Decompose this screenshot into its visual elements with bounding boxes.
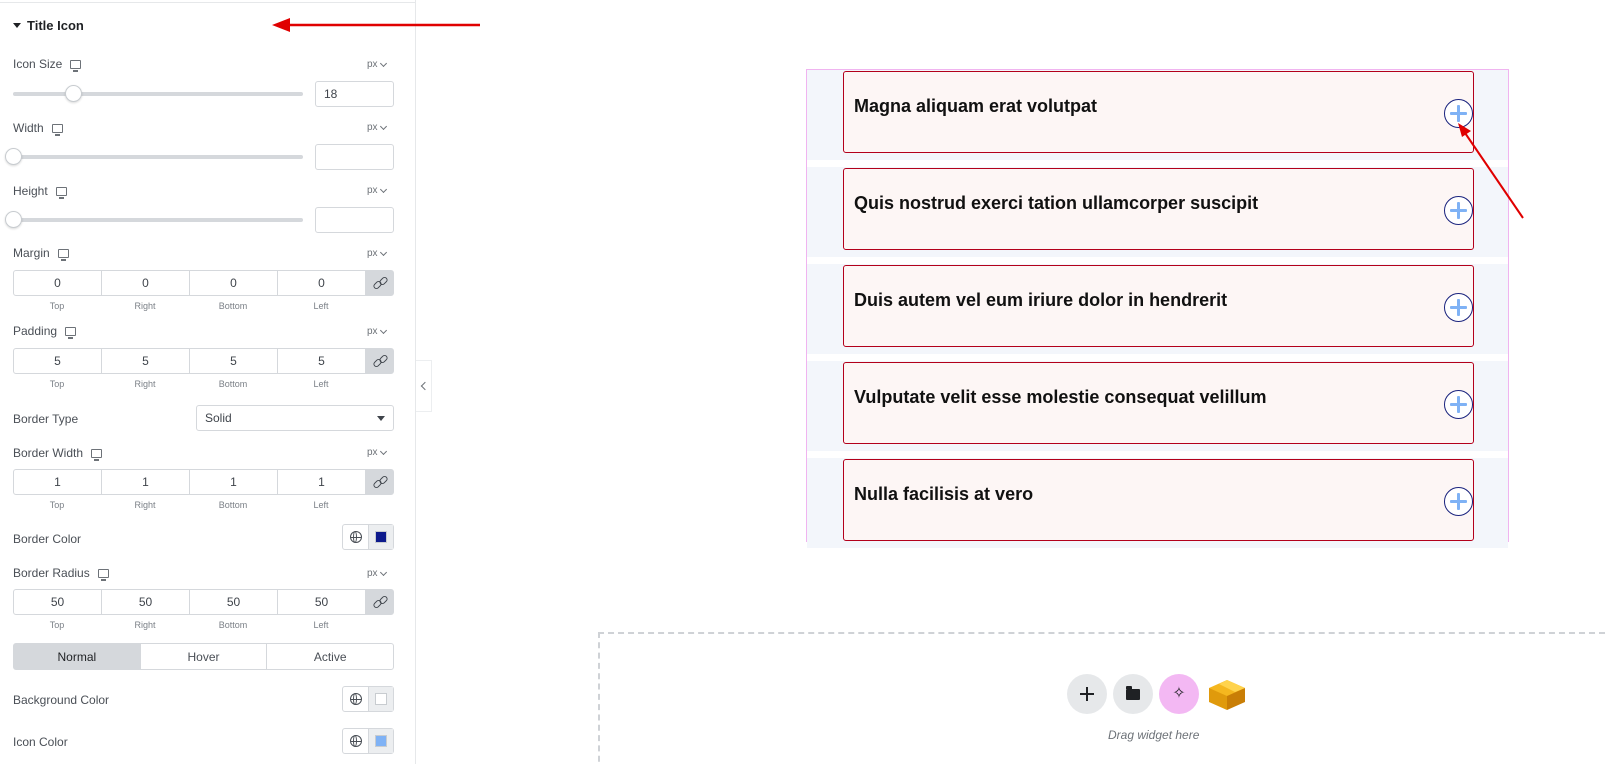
template-library-button[interactable] <box>1113 674 1153 714</box>
icon-color-control <box>342 728 394 754</box>
border-color-picker[interactable] <box>369 525 393 549</box>
width-input[interactable] <box>315 144 394 170</box>
height-input[interactable] <box>315 207 394 233</box>
icon-color-label <box>13 735 68 749</box>
side-label-top: Top <box>49 500 65 510</box>
icon-color-picker[interactable] <box>369 729 393 753</box>
accordion-toggle[interactable] <box>1444 293 1473 322</box>
link-values-button[interactable] <box>366 271 393 295</box>
global-colors-button[interactable] <box>343 729 369 753</box>
border-color-label-text: Border Color <box>13 532 82 546</box>
height-unit-select[interactable] <box>367 185 386 196</box>
border-width-left-input[interactable]: 1 <box>278 470 366 494</box>
blocks-icon[interactable] <box>1205 674 1249 714</box>
margin-side-labels <box>13 301 394 311</box>
accordion-toggle[interactable] <box>1444 390 1473 419</box>
border-radius-unit-select[interactable] <box>367 568 386 579</box>
add-section-button[interactable] <box>1067 674 1107 714</box>
background-color-label-text: Background Color <box>13 693 110 707</box>
folder-icon <box>1126 689 1140 700</box>
border-color-control <box>342 524 394 550</box>
unit-text: px <box>367 122 378 133</box>
desktop-icon[interactable] <box>98 569 109 578</box>
chevron-down-icon <box>380 185 387 192</box>
border-radius-right-input[interactable]: 50 <box>102 590 190 614</box>
plus-icon <box>1450 493 1467 510</box>
side-label-top: Top <box>49 620 65 630</box>
icon-size-input[interactable]: 18 <box>315 81 394 107</box>
padding-top-input[interactable]: 5 <box>14 349 102 373</box>
accordion-title: Magna aliquam erat volutpat <box>854 96 1098 116</box>
border-color-label <box>13 532 81 546</box>
border-width-top-input[interactable]: 1 <box>14 470 102 494</box>
border-width-unit-select[interactable] <box>367 447 386 458</box>
settings-panel <box>0 0 416 764</box>
icon-color-label-text: Icon Color <box>13 735 68 749</box>
border-radius-left-input[interactable]: 50 <box>278 590 366 614</box>
height-label <box>13 184 67 198</box>
desktop-icon[interactable] <box>56 187 67 196</box>
state-tabs <box>13 643 394 670</box>
border-radius-side-labels <box>13 620 394 630</box>
accordion-item[interactable] <box>843 265 1474 347</box>
plus-icon <box>1450 299 1467 316</box>
desktop-icon[interactable] <box>52 124 63 133</box>
accordion-title: Quis nostrud exerci tation ullamcorper suscipit <box>854 193 1259 213</box>
unit-text: px <box>367 568 378 579</box>
padding-side-labels <box>13 379 394 389</box>
accordion-toggle[interactable] <box>1444 487 1473 516</box>
margin-inputs <box>13 270 394 296</box>
desktop-icon[interactable] <box>58 249 69 258</box>
accordion-title: Nulla facilisis at vero <box>854 484 1034 504</box>
tab-active[interactable]: Active <box>313 649 347 664</box>
width-slider[interactable] <box>13 155 303 159</box>
desktop-icon[interactable] <box>65 327 76 336</box>
border-width-bottom-input[interactable]: 1 <box>190 470 278 494</box>
link-values-button[interactable] <box>366 470 393 494</box>
tab-normal[interactable]: Normal <box>14 644 141 669</box>
padding-right-input[interactable]: 5 <box>102 349 190 373</box>
icon-size-label-text: Icon Size <box>13 57 63 71</box>
ai-button[interactable] <box>1159 674 1199 714</box>
accordion-title: Vulputate velit esse molestie consequat velillum <box>854 387 1267 407</box>
side-label-top: Top <box>49 301 65 311</box>
global-colors-button[interactable] <box>343 687 369 711</box>
dropzone-buttons <box>1067 674 1249 714</box>
global-colors-button[interactable] <box>343 525 369 549</box>
side-label-left: Left <box>313 620 329 630</box>
side-label-bottom: Bottom <box>218 301 248 311</box>
padding-label-text: Padding <box>13 324 58 338</box>
padding-unit-select[interactable] <box>367 326 386 337</box>
border-radius-bottom-input[interactable]: 50 <box>190 590 278 614</box>
border-width-label-text: Border Width <box>13 446 84 460</box>
border-radius-top-input[interactable]: 50 <box>14 590 102 614</box>
width-label <box>13 121 63 135</box>
color-swatch <box>375 735 387 747</box>
section-toggle-title-icon[interactable] <box>13 18 84 33</box>
globe-icon <box>350 693 362 705</box>
unit-text: px <box>367 248 378 259</box>
border-radius-inputs <box>13 589 394 615</box>
side-label-left: Left <box>313 500 329 510</box>
icon-size-slider[interactable] <box>13 92 303 96</box>
accordion-widget[interactable] <box>806 69 1509 542</box>
border-type-label-text: Border Type <box>13 412 79 426</box>
side-label-right: Right <box>134 500 156 510</box>
border-width-side-labels <box>13 500 394 510</box>
link-values-button[interactable] <box>366 590 393 614</box>
plus-icon <box>1450 396 1467 413</box>
border-width-label <box>13 446 102 460</box>
width-unit-select[interactable] <box>367 122 386 133</box>
background-color-picker[interactable] <box>369 687 393 711</box>
side-label-right: Right <box>134 301 156 311</box>
padding-left-input[interactable]: 5 <box>278 349 366 373</box>
background-color-label <box>13 693 109 707</box>
accordion-item[interactable] <box>843 459 1474 541</box>
margin-bottom-input[interactable]: 0 <box>190 271 278 295</box>
side-label-right: Right <box>134 379 156 389</box>
link-values-button[interactable] <box>366 349 393 373</box>
accordion-title: Duis autem vel eum iriure dolor in hendrerit <box>854 290 1228 310</box>
side-label-bottom: Bottom <box>218 500 248 510</box>
border-radius-label-text: Border Radius <box>13 566 90 580</box>
height-label-text: Height <box>13 184 48 198</box>
chevron-down-icon <box>380 59 387 66</box>
border-width-right-input[interactable]: 1 <box>102 470 190 494</box>
chevron-down-icon <box>380 326 387 333</box>
padding-bottom-input[interactable]: 5 <box>190 349 278 373</box>
desktop-icon[interactable] <box>70 60 81 69</box>
divider <box>0 2 416 3</box>
sparkle-icon: ✧ <box>1172 685 1186 702</box>
accordion-item[interactable] <box>843 71 1474 153</box>
margin-label-text: Margin <box>13 246 50 260</box>
padding-label <box>13 324 76 338</box>
border-type-value: Solid <box>205 411 232 425</box>
slider-handle[interactable] <box>65 85 82 102</box>
chevron-down-icon <box>380 248 387 255</box>
globe-icon <box>350 531 362 543</box>
link-icon <box>374 355 386 367</box>
margin-top-input[interactable]: 0 <box>14 271 102 295</box>
plus-icon <box>1080 687 1094 701</box>
side-label-bottom: Bottom <box>218 620 248 630</box>
tab-hover[interactable]: Hover <box>141 644 268 669</box>
border-type-select[interactable] <box>196 405 394 431</box>
chevron-down-icon <box>380 447 387 454</box>
color-swatch <box>375 693 387 705</box>
annotation-arrow-icon <box>1455 120 1525 225</box>
unit-text: px <box>367 59 378 70</box>
side-label-bottom: Bottom <box>218 379 248 389</box>
annotation-arrow-icon <box>272 18 482 32</box>
color-swatch <box>375 531 387 543</box>
link-icon <box>374 596 386 608</box>
unit-text: px <box>367 447 378 458</box>
desktop-icon[interactable] <box>91 449 102 458</box>
side-label-right: Right <box>134 620 156 630</box>
side-label-top: Top <box>49 379 65 389</box>
side-label-left: Left <box>313 301 329 311</box>
border-type-label <box>13 412 78 426</box>
dropdown-arrow-icon <box>377 416 385 421</box>
margin-unit-select[interactable] <box>367 248 386 259</box>
accordion-item[interactable] <box>843 362 1474 444</box>
border-width-inputs <box>13 469 394 495</box>
icon-size-unit-select[interactable] <box>367 59 386 70</box>
dropzone-hint: Drag widget here <box>1108 728 1200 742</box>
side-label-left: Left <box>313 379 329 389</box>
height-slider[interactable] <box>13 218 303 222</box>
slider-handle[interactable] <box>5 211 22 228</box>
accordion-item[interactable] <box>843 168 1474 250</box>
icon-size-label <box>13 57 81 71</box>
link-icon <box>374 476 386 488</box>
chevron-down-icon <box>380 122 387 129</box>
unit-text: px <box>367 326 378 337</box>
margin-label <box>13 246 69 260</box>
link-icon <box>374 277 386 289</box>
chevron-left-icon <box>421 382 429 390</box>
background-color-control <box>342 686 394 712</box>
slider-handle[interactable] <box>5 148 22 165</box>
padding-inputs <box>13 348 394 374</box>
border-radius-label <box>13 566 109 580</box>
chevron-down-icon <box>380 568 387 575</box>
collapse-panel-button[interactable] <box>416 360 432 412</box>
width-label-text: Width <box>13 121 44 135</box>
section-title: Title Icon <box>27 18 84 33</box>
margin-left-input[interactable]: 0 <box>278 271 366 295</box>
caret-down-icon <box>13 23 21 28</box>
globe-icon <box>350 735 362 747</box>
margin-right-input[interactable]: 0 <box>102 271 190 295</box>
unit-text: px <box>367 185 378 196</box>
